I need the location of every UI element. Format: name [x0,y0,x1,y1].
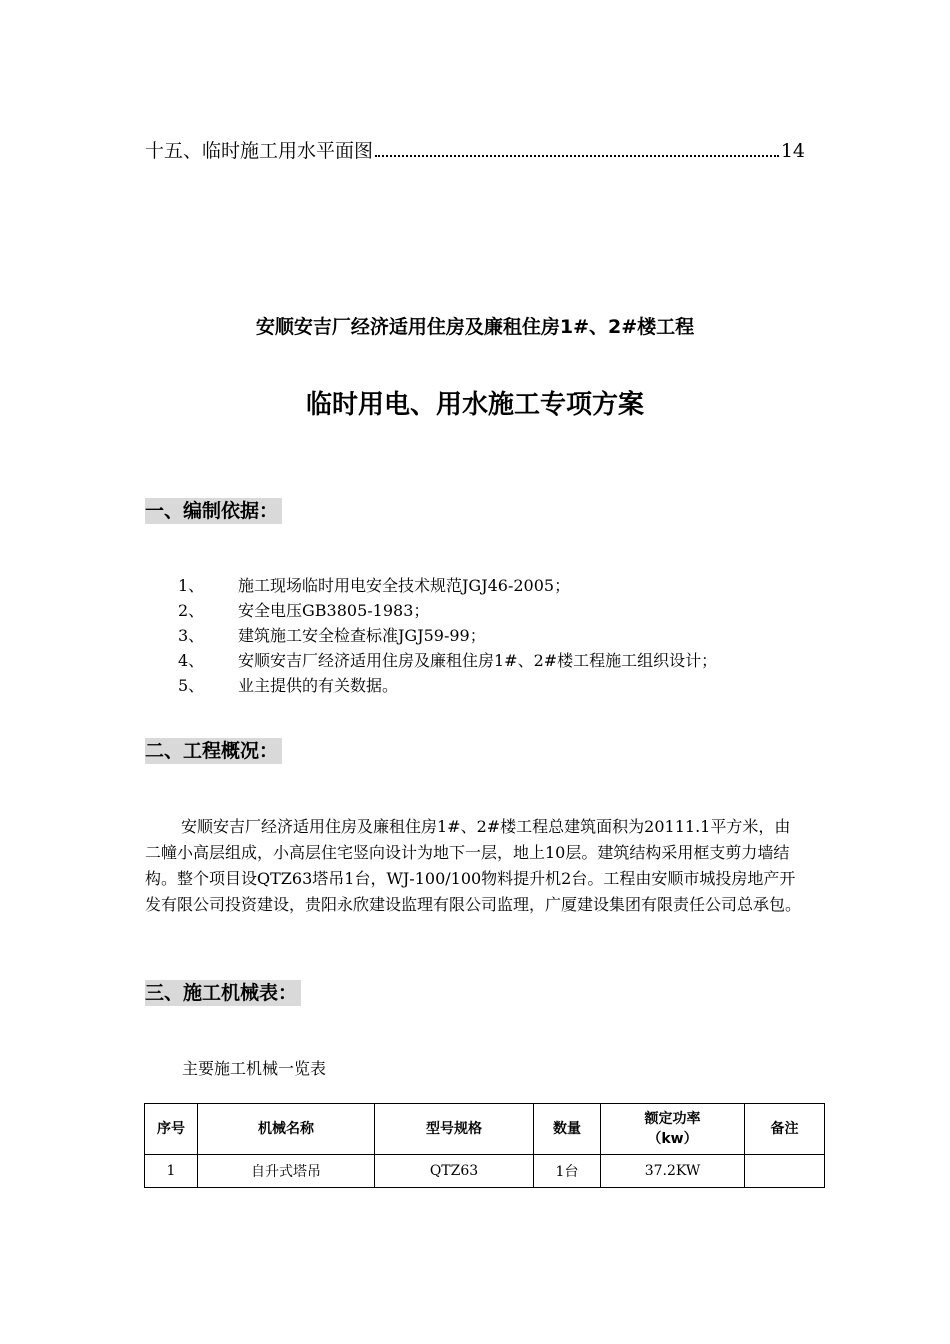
header-remark: 备注 [745,1104,825,1155]
cell-quantity: 1台 [534,1155,601,1188]
header-index: 序号 [145,1104,198,1155]
document-title: 临时用电、用水施工专项方案 [305,390,644,420]
list-item-number: 2、 [178,601,205,620]
header-power-label: 额定功率 [644,1111,701,1127]
cell-index: 1 [145,1155,198,1188]
cell-power: 37.2KW [601,1155,745,1188]
list-item-text: 业主提供的有关数据。 [238,676,399,695]
header-power-unit: （kw） [647,1131,698,1147]
section-heading-machinery: 三、施工机械表： [145,980,301,1006]
table-header-row [145,1104,825,1155]
header-name: 机械名称 [198,1104,375,1155]
project-title: 安顺安吉厂经济适用住房及廉租住房1#、2#楼工程 [255,316,695,338]
list-item-text: 安顺安吉厂经济适用住房及廉租住房1#、2#楼工程施工组织设计； [238,651,718,670]
toc-entry-page: 14 [780,140,805,162]
list-item [178,573,717,598]
toc-entry-label: 十五、临时施工用水平面图 [145,140,374,162]
cell-model: QTZ63 [375,1155,534,1188]
list-item-text: 建筑施工安全检查标准JGJ59-99； [238,626,486,645]
machinery-table [144,1103,825,1188]
list-item [178,598,717,623]
list-item [178,648,717,673]
toc-leader-dots [375,141,779,157]
list-item-number: 1、 [178,576,205,595]
header-power [601,1104,745,1155]
overview-paragraph: 安顺安吉厂经济适用住房及廉租住房1#、2#楼工程总建筑面积为20111.1平方米，由二幢小高层组成，小高层住宅竖向设计为地下一层，地上10层。建筑结构采用框支剪力墙结构。整个项目设QTZ63塔吊1台，WJ-100/100物料提升机2台。工程由安顺市城投房地产开发有限公司投资建设，贵阳永欣建设监理有限公司监理，广厦建设集团有限责任公司总承包。 [145,817,802,914]
list-item-number: 5、 [178,676,205,695]
header-model: 型号规格 [375,1104,534,1155]
list-item-text: 施工现场临时用电安全技术规范JGJ46-2005； [238,576,571,595]
list-item [178,623,717,648]
cell-name: 自升式塔吊 [198,1155,375,1188]
list-item-number: 3、 [178,626,205,645]
basis-list [178,573,717,698]
toc-entry[interactable] [145,136,805,168]
table-row [145,1155,825,1188]
section-heading-overview: 二、工程概况： [145,738,282,764]
list-item-number: 4、 [178,651,205,670]
table-caption: 主要施工机械一览表 [182,1059,327,1078]
cell-remark [745,1155,825,1188]
section-heading-basis: 一、编制依据： [145,498,282,524]
list-item-text: 安全电压GB3805-1983； [238,601,430,620]
header-quantity: 数量 [534,1104,601,1155]
list-item [178,673,717,698]
